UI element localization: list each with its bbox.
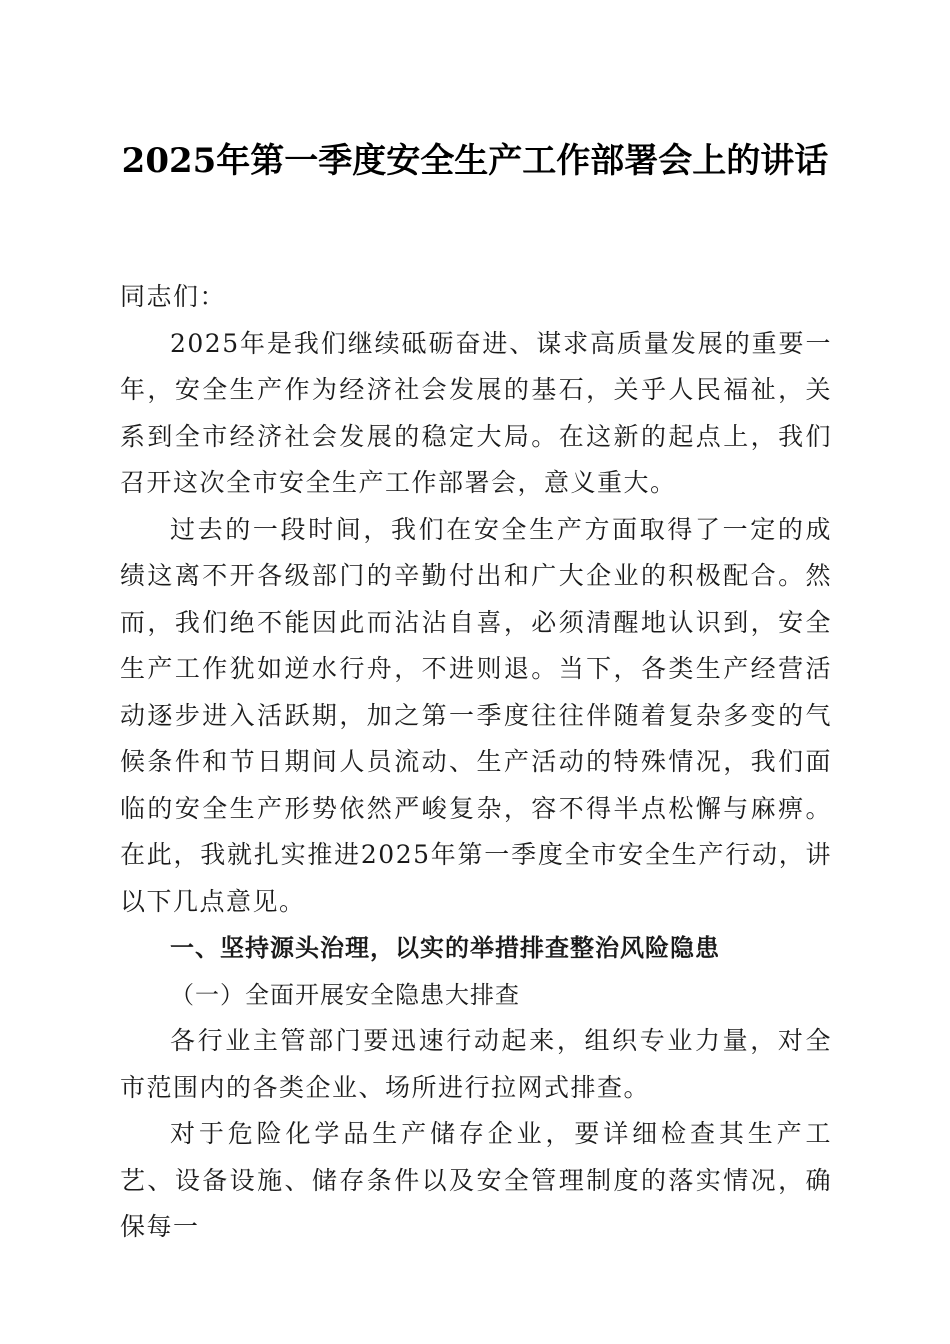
section-heading-1: 一、坚持源头治理，以实的举措排查整治风险隐患 — [170, 934, 720, 962]
paragraph-4: 对于危险化学品生产储存企业，要详细检查其生产工艺、设备设施、储存条件以及安全管理制度的落实情况，确保每一 — [120, 1119, 832, 1241]
paragraph-2: 过去的一段时间，我们在安全生产方面取得了一定的成绩这离不开各级部门的辛勤付出和广大企业的积极配合。然而，我们绝不能因此而沾沾自喜，必须清醒地认识到，安全生产工作犹如逆水行舟，不进则退。当下，各类生产经营活动逐步进入活跃期，加之第一季度往往伴随着复杂多变的气候条件和节日期间人员流动、生产活动的特殊情况，我们面临的安全生产形势依然严峻复杂，容不得半点松懈与麻痹。在此，我就扎实推进2025年第一季度全市安全生产行动，讲以下几点意见。 — [120, 514, 832, 916]
document-body — [120, 274, 832, 1251]
salutation: 同志们： — [120, 282, 227, 311]
paragraph-1: 2025年是我们继续砥砺奋进、谋求高质量发展的重要一年，安全生产作为经济社会发展的基石，关乎人民福祉，关系到全市经济社会发展的稳定大局。在这新的起点上，我们召开这次全市安全生产工作部署会，意义重大。 — [120, 328, 832, 497]
paragraph-3: 各行业主管部门要迅速行动起来，组织专业力量，对全市范围内的各类企业、场所进行拉网式排查。 — [120, 1026, 832, 1102]
subsection-heading-1: （一）全面开展安全隐患大排查 — [170, 980, 520, 1009]
document-title: 2025年第一季度安全生产工作部署会上的讲话 — [121, 141, 829, 181]
